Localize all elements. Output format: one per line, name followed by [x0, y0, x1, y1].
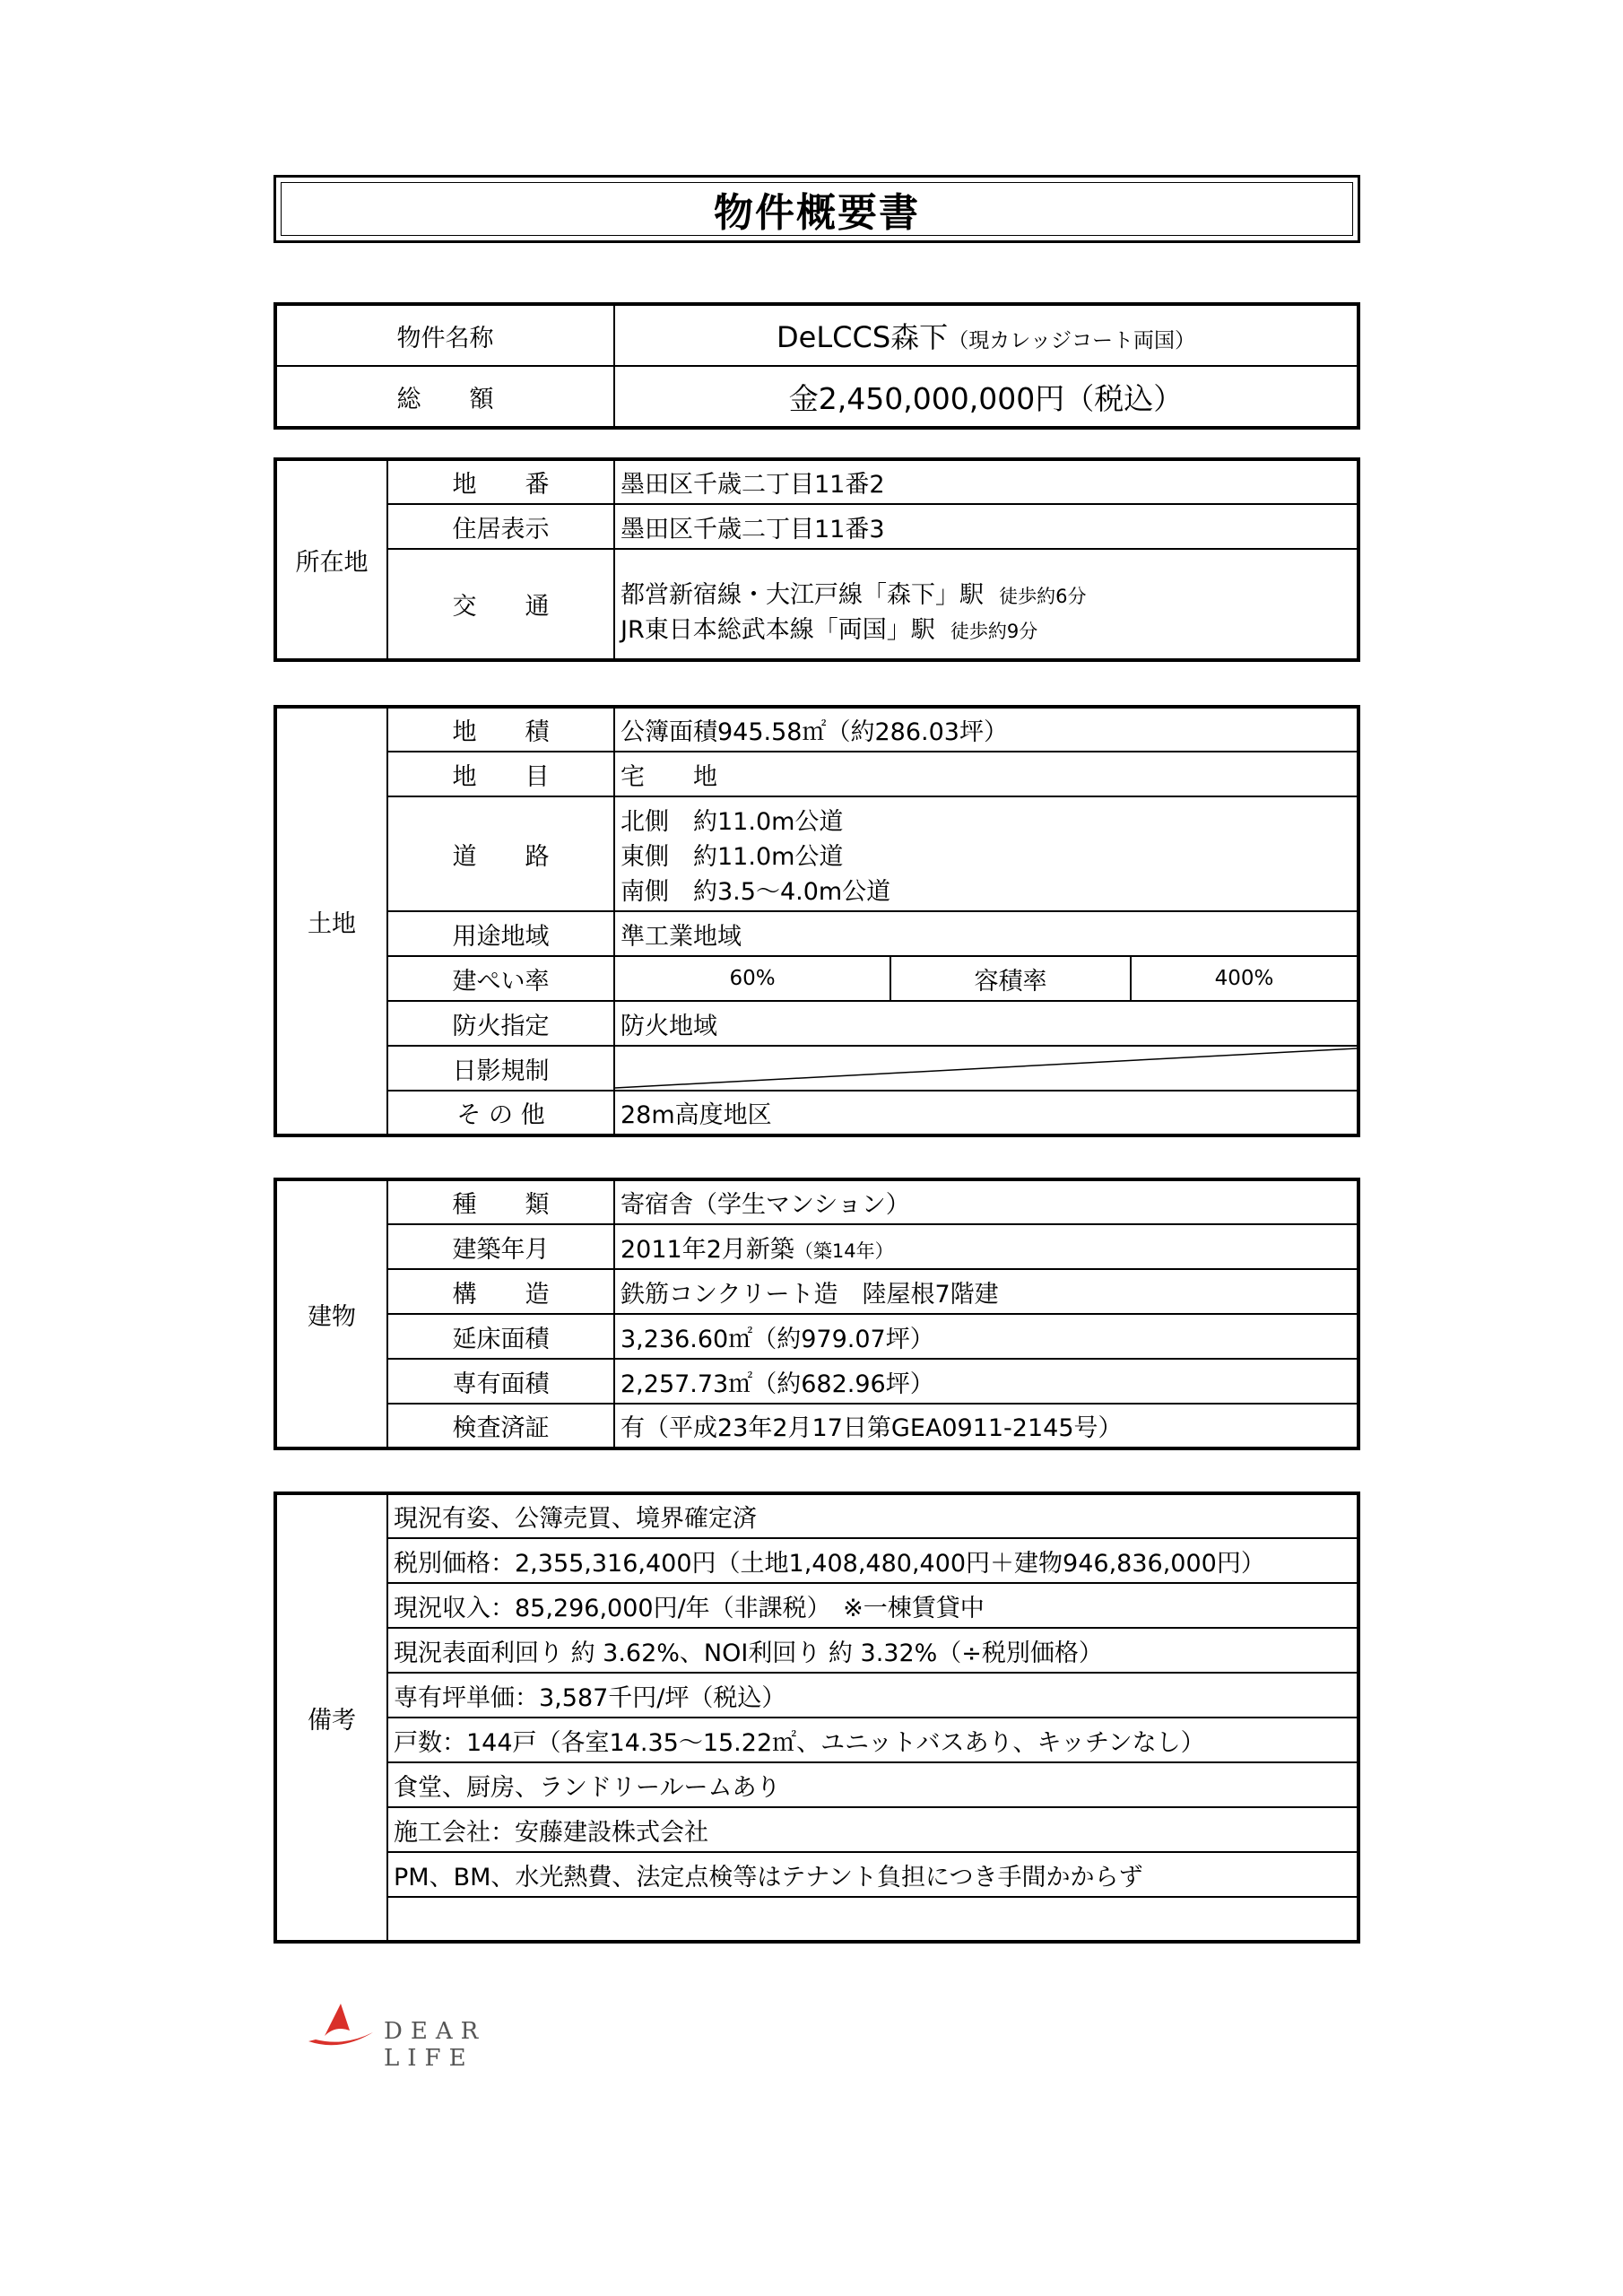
address-label: 住居表示 — [387, 504, 614, 549]
far-label: 容積率 — [890, 956, 1131, 1001]
private-area-value: 2,257.73㎡（約682.96坪） — [614, 1359, 1358, 1404]
inspection-value: 有（平成23年2月17日第GEA0911-2145号） — [614, 1404, 1358, 1448]
remarks-table — [273, 1492, 1360, 1944]
dear-life-logo — [305, 2000, 574, 2072]
logo-text: DEAR LIFE — [384, 2018, 487, 2072]
inspection-label: 検査済証 — [387, 1404, 614, 1448]
road-line: 南側 約3.5～4.0m公道 — [621, 877, 891, 906]
road-cell — [614, 796, 1358, 911]
location-group: 所在地 — [275, 459, 387, 660]
remark-line: 現況表面利回り 約 3.62%、NOI利回り 約 3.32%（÷税別価格） — [387, 1628, 1358, 1673]
road-line: 北側 約11.0m公道 — [621, 807, 844, 836]
transport-line: JR東日本総武本線「両国」駅 徒歩約9分 — [621, 615, 1038, 644]
floor-area-value: 3,236.60㎡（約979.07坪） — [614, 1314, 1358, 1359]
road-label: 道 路 — [387, 796, 614, 911]
transport-cell — [614, 549, 1358, 660]
price-value: 金2,450,000,000円（税込） — [614, 366, 1358, 428]
built-label: 建築年月 — [387, 1224, 614, 1269]
remark-line: PM、BM、水光熱費、法定点検等はテナント負担につき手間かからず — [387, 1852, 1358, 1897]
built-note: （築14年） — [794, 1239, 894, 1262]
far-value: 400% — [1131, 956, 1358, 1001]
location-table — [273, 457, 1360, 662]
building-table — [273, 1178, 1360, 1450]
name-cell — [614, 304, 1358, 366]
private-area-label: 専有面積 — [387, 1359, 614, 1404]
name-note: （現カレッジコート両国） — [948, 329, 1195, 352]
lot-label: 地 番 — [387, 459, 614, 504]
shadow-label: 日影規制 — [387, 1046, 614, 1091]
logo-mark-icon — [305, 2000, 377, 2054]
fire-label: 防火指定 — [387, 1001, 614, 1046]
bcr-value: 60% — [614, 956, 890, 1001]
remark-line: 現況収入：85,296,000円/年（非課税） ※一棟賃貸中 — [387, 1583, 1358, 1628]
bcr-label: 建ぺい率 — [387, 956, 614, 1001]
remark-line: 現況有姿、公簿売買、境界確定済 — [387, 1493, 1358, 1538]
floor-area-label: 延床面積 — [387, 1314, 614, 1359]
remark-line: 専有坪単価：3,587千円/坪（税込） — [387, 1673, 1358, 1718]
other-label: そ の 他 — [387, 1091, 614, 1135]
name-value: DeLCCS森下 — [777, 320, 949, 354]
structure-label: 構 造 — [387, 1269, 614, 1314]
address-value: 墨田区千歳二丁目11番3 — [614, 504, 1358, 549]
building-group: 建物 — [275, 1179, 387, 1448]
remark-line: 戸数：144戸（各室14.35～15.22㎡、ユニットバスあり、キッチンなし） — [387, 1718, 1358, 1762]
land-area-label: 地 積 — [387, 707, 614, 752]
land-group: 土地 — [275, 707, 387, 1135]
name-label: 物件名称 — [275, 304, 614, 366]
page-title: 物件概要書 — [281, 182, 1353, 236]
type-value: 寄宿舎（学生マンション） — [614, 1179, 1358, 1224]
land-category-value: 宅 地 — [614, 752, 1358, 796]
road-line: 東側 約11.0m公道 — [621, 842, 844, 871]
remark-line: 施工会社：安藤建設株式会社 — [387, 1807, 1358, 1852]
remark-line — [387, 1897, 1358, 1942]
remark-line: 食堂、厨房、ランドリールームあり — [387, 1762, 1358, 1807]
land-category-label: 地 目 — [387, 752, 614, 796]
land-area-value: 公簿面積945.58㎡（約286.03坪） — [614, 707, 1358, 752]
other-value: 28m高度地区 — [614, 1091, 1358, 1135]
built-value: 2011年2月新築 — [621, 1235, 794, 1264]
title-box — [273, 175, 1360, 243]
structure-value: 鉄筋コンクリート造 陸屋根7階建 — [614, 1269, 1358, 1314]
fire-value: 防火地域 — [614, 1001, 1358, 1046]
price-label: 総 額 — [275, 366, 614, 428]
transport-line: 都営新宿線・大江戸線「森下」駅 徒歩約6分 — [621, 580, 1087, 609]
shadow-value-empty — [614, 1046, 1358, 1091]
type-label: 種 類 — [387, 1179, 614, 1224]
built-cell — [614, 1224, 1358, 1269]
zone-label: 用途地域 — [387, 911, 614, 956]
summary-table — [273, 302, 1360, 430]
remark-line: 税別価格：2,355,316,400円（土地1,408,480,400円＋建物946,836,000円） — [387, 1538, 1358, 1583]
diagonal-line — [615, 1047, 1357, 1090]
remarks-group: 備考 — [275, 1493, 387, 1942]
land-table — [273, 705, 1360, 1137]
transport-label: 交 通 — [387, 549, 614, 660]
lot-value: 墨田区千歳二丁目11番2 — [614, 459, 1358, 504]
zone-value: 準工業地域 — [614, 911, 1358, 956]
